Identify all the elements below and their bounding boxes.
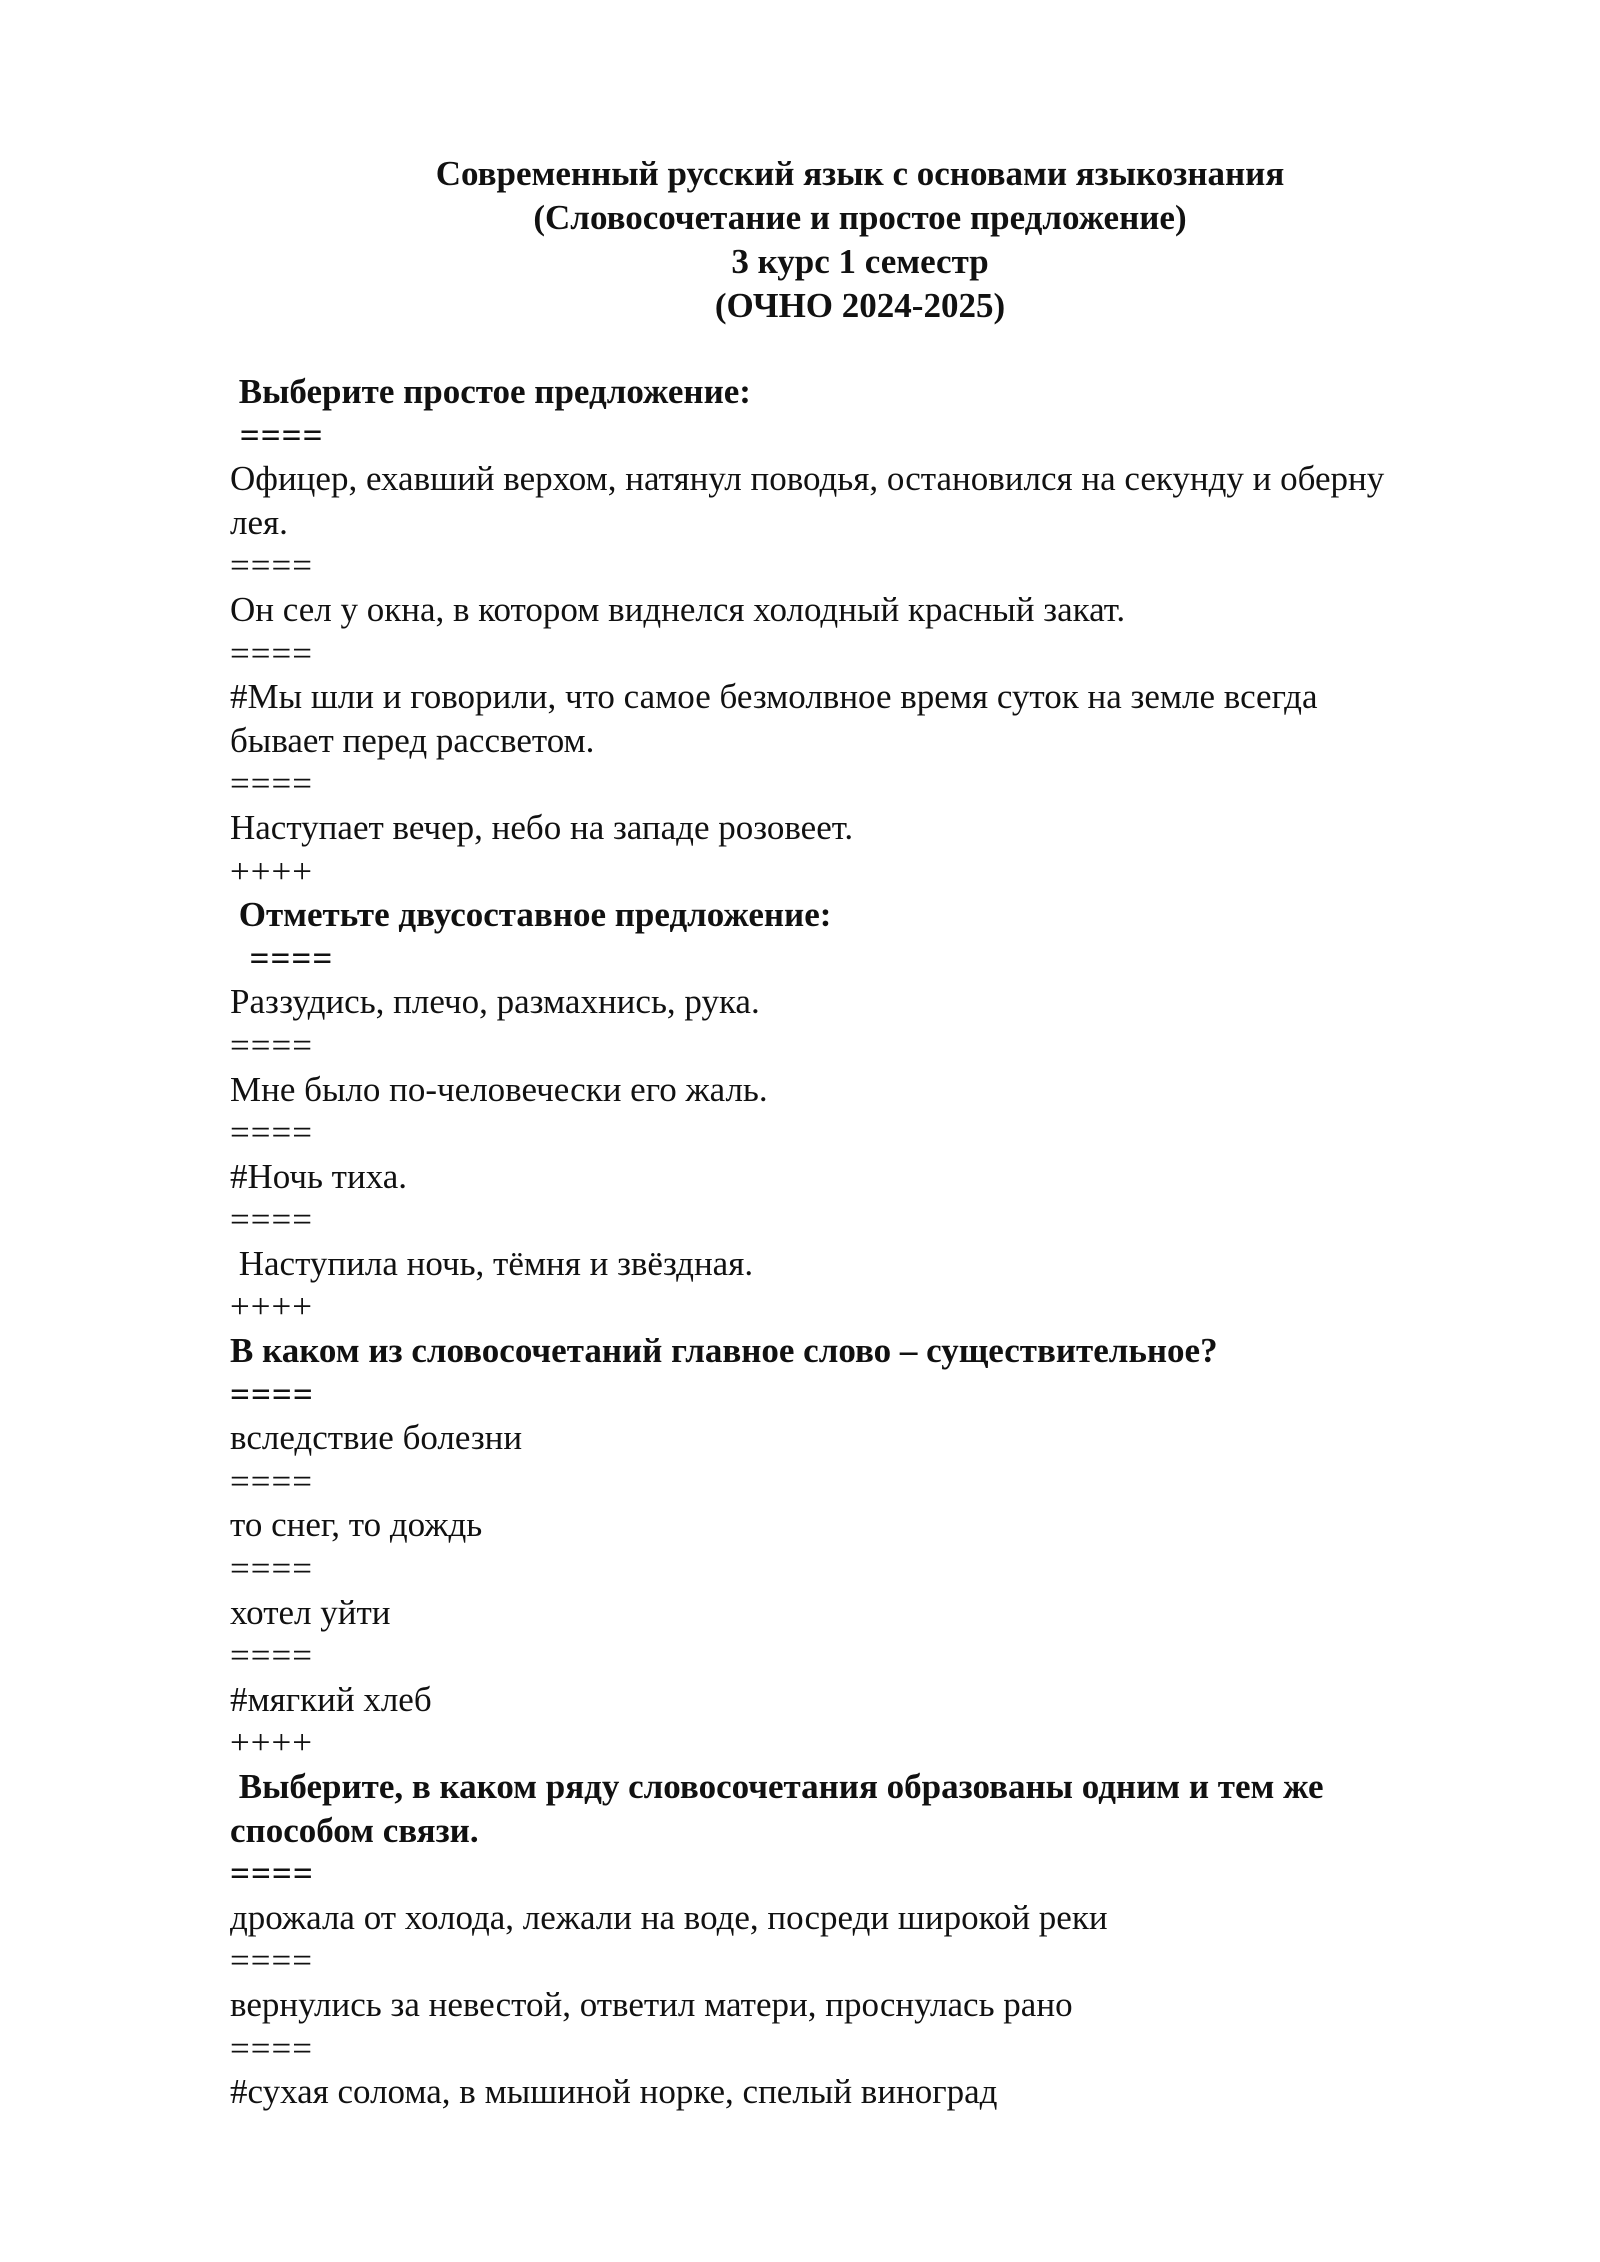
answer-option: Он сел у окна, в котором виднелся холодный красный закат. xyxy=(230,589,1126,629)
option-separator: ==== xyxy=(230,1941,313,1981)
question-text: Выберите простое предложение: xyxy=(230,372,751,411)
answer-option: бывает перед рассветом. xyxy=(230,720,595,760)
question-text: способом связи. xyxy=(230,1810,479,1850)
answer-option: Мне было по-человечески его жаль. xyxy=(230,1069,768,1109)
answer-option: Наступает вечер, небо на западе розовеет. xyxy=(230,807,854,847)
option-separator: ==== xyxy=(230,415,324,455)
question-separator: ++++ xyxy=(230,1287,313,1327)
option-separator: ==== xyxy=(230,546,313,586)
option-separator: ==== xyxy=(230,1854,314,1894)
answer-option: Раззудись, плечо, размахнись, рука. xyxy=(230,982,760,1022)
question-separator: ++++ xyxy=(230,1723,313,1763)
option-separator: ==== xyxy=(230,764,313,804)
answer-option: Наступила ночь, тёмня и звёздная. xyxy=(230,1243,754,1283)
option-separator: ==== xyxy=(230,2028,313,2068)
option-separator: ==== xyxy=(230,633,313,673)
option-separator: ==== xyxy=(230,1636,313,1676)
option-separator: ==== xyxy=(230,1461,313,1501)
answer-option: лея. xyxy=(230,502,288,542)
correct-answer-option: #мягкий хлеб xyxy=(230,1679,432,1719)
course-line: 3 курс 1 семестр xyxy=(731,242,989,281)
option-separator: ==== xyxy=(230,1025,313,1065)
title-line: Современный русский язык с основами языкознания xyxy=(435,154,1285,193)
answer-option: вернулись за невестой, ответил матери, проснулась рано xyxy=(230,1984,1073,2024)
document-body xyxy=(230,370,1510,2114)
question-text: Выберите, в каком ряду словосочетания образованы одним и тем же xyxy=(230,1767,1324,1806)
option-separator: ==== xyxy=(230,1113,313,1153)
answer-option: то снег, то дождь xyxy=(230,1505,483,1545)
correct-answer-option: #сухая солома, в мышиной норке, спелый виноград xyxy=(230,2072,998,2112)
study-form-line: (ОЧНО 2024-2025) xyxy=(714,286,1006,325)
option-separator: ==== xyxy=(230,1374,314,1414)
question-text: В каком из словосочетаний главное слово – существительное? xyxy=(230,1331,1218,1371)
option-separator: ==== xyxy=(230,1200,313,1240)
correct-answer-option: #Мы шли и говорили, что самое безмолвное время суток на земле всегда xyxy=(230,677,1318,717)
correct-answer-option: #Ночь тиха. xyxy=(230,1156,408,1196)
answer-option: вследствие болезни xyxy=(230,1418,523,1458)
subtitle-line: (Словосочетание и простое предложение) xyxy=(533,198,1187,237)
question-text: Отметьте двусоставное предложение: xyxy=(230,895,832,935)
answer-option: дрожала от холода, лежали на воде, посреди широкой реки xyxy=(230,1897,1108,1937)
question-separator: ++++ xyxy=(230,851,313,891)
option-separator: ==== xyxy=(230,938,334,978)
document-title xyxy=(340,152,1380,328)
answer-option: хотел уйти xyxy=(230,1592,391,1632)
answer-option: Офицер, ехавший верхом, натянул поводья, остановился на секунду и оберну xyxy=(230,459,1385,499)
option-separator: ==== xyxy=(230,1549,313,1589)
